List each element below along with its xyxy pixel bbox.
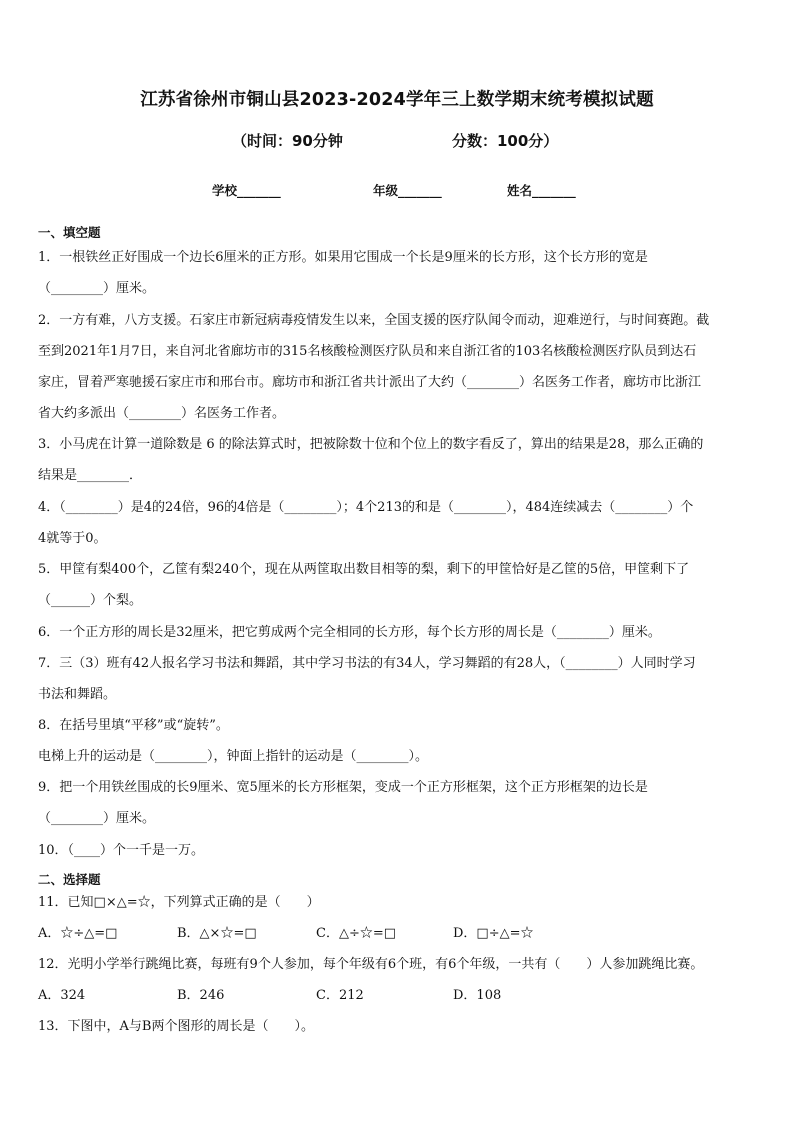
question-line: 11．已知□×△=☆，下列算式正确的是（ ） [38,895,320,910]
question-line: 4．（________）是4的24倍，96的4倍是（________）；4个213的和是（________），484连续减去（________）个 [38,500,694,515]
option-a: A．324 [38,988,86,1003]
exam-score: 分数：100分） [452,132,559,150]
grade-field: 年级_______ [373,183,442,198]
question-line: 结果是________． [38,468,143,483]
question-line: 8．在括号里填“平移”或“旋转”。 [38,718,229,733]
question-line: 5．甲筐有梨400个，乙筐有梨240个，现在从两筐取出数目相等的梨，剩下的甲筐恰好是乙筐的5倍，甲筐剩下了 [38,562,690,577]
question-line: 9．把一个用铁丝围成的长9厘米、宽5厘米的长方形框架，变成一个正方形框架，这个正方形框架的边长是 [38,780,648,795]
option-d: D．□÷△=☆ [453,926,534,941]
question-line: （______）个梨。 [38,593,143,608]
school-field: 学校_______ [212,183,281,198]
question-line: 10．（____）个一千是一万。 [38,843,205,858]
option-a: A．☆÷△=□ [38,926,118,941]
option-c: C．212 [316,988,364,1003]
question-line: 省大约多派出（________）名医务工作者。 [38,406,286,421]
option-b: B．△×☆=□ [177,926,257,941]
section-multiple-choice: 二、选择题 [38,872,101,887]
question-line: 7．三（3）班有42人报名学习书法和舞蹈，其中学习书法的有34人，学习舞蹈的有28人，（________）人同时学习 [38,656,696,671]
question-line: 书法和舞蹈。 [38,687,117,702]
question-line: 4就等于0。 [38,531,107,546]
question-line: 家庄，冒着严寒驰援石家庄市和邢台市。廊坊市和浙江省共计派出了大约（________）名医务工作者，廊坊市比浙江 [38,375,702,390]
name-field: 姓名_______ [507,183,576,198]
question-line: 2．一方有难，八方支援。石家庄市新冠病毒疫情发生以来，全国支援的医疗队闻令而动，迎难逆行，与时间赛跑。截 [38,313,710,328]
question-line: 6．一个正方形的周长是32厘米，把它剪成两个完全相同的长方形，每个长方形的周长是（________）厘米。 [38,625,661,640]
question-line: （________）厘米。 [38,281,156,296]
question-line: 3．小马虎在计算一道除数是 6 的除法算式时，把被除数十位和个位上的数字看反了，算出的结果是28，那么正确的 [38,437,704,452]
page-title: 江苏省徐州市铜山县2023-2024学年三上数学期末统考模拟试题 [140,90,654,110]
question-line: 至到2021年1月7日，来自河北省廊坊市的315名核酸检测医疗队员和来自浙江省的103名核酸检测医疗队员到达石 [38,344,697,359]
exam-time: （时间：90分钟 [232,132,343,150]
question-line: 13．下图中，A与B两个图形的周长是（ ）。 [38,1019,314,1034]
question-line: （________）厘米。 [38,811,156,826]
question-line: 12．光明小学举行跳绳比赛，每班有9个人参加，每个年级有6个班，有6个年级，一共有（ ）人参加跳绳比赛。 [38,957,704,972]
option-c: C．△÷☆=□ [316,926,397,941]
question-line: 1．一根铁丝正好围成一个边长6厘米的正方形。如果用它围成一个长是9厘米的长方形，这个长方形的宽是 [38,250,648,265]
option-d: D．108 [453,988,502,1003]
section-fill-blank: 一、填空题 [38,225,101,240]
option-b: B．246 [177,988,225,1003]
question-line: 电梯上升的运动是（________），钟面上指针的运动是（________）。 [38,749,429,764]
